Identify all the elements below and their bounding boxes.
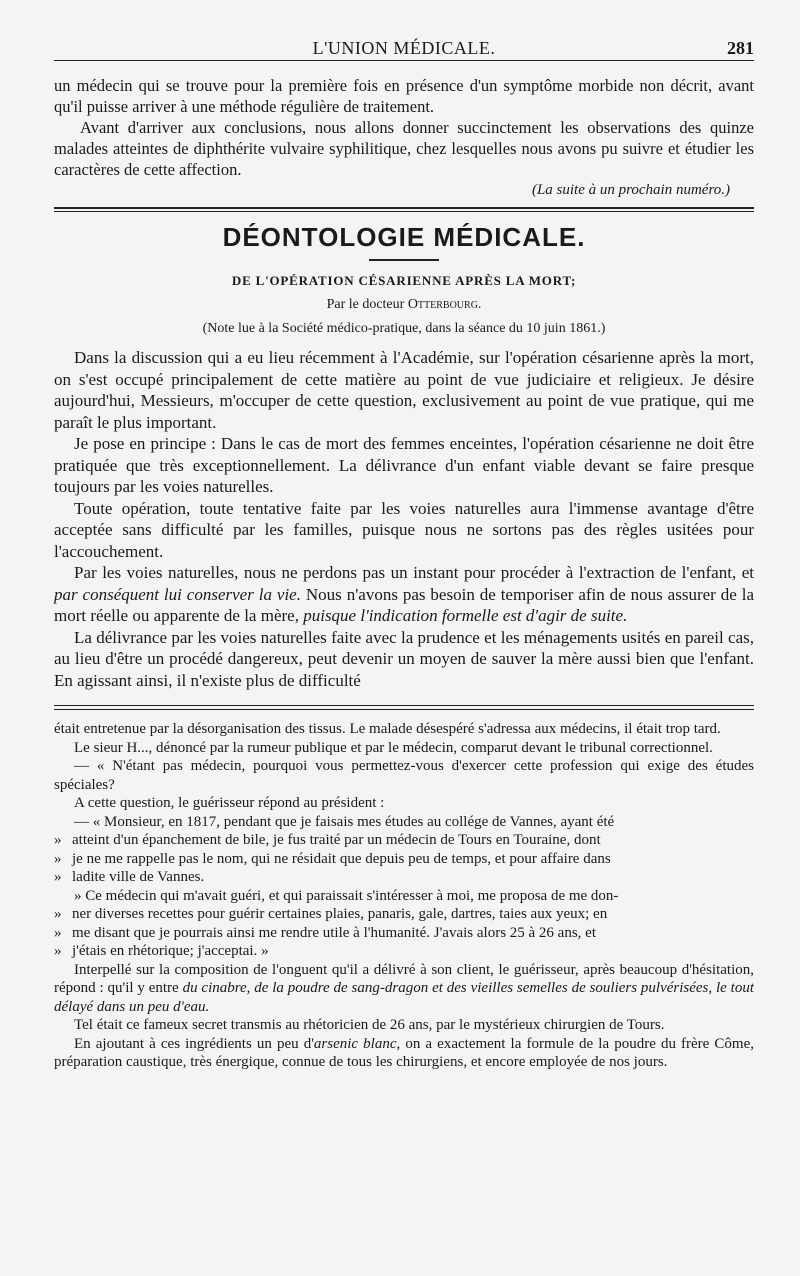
author-name: Otterbourg. [407, 297, 482, 312]
paragraph: Tel était ce fameux secret transmis au rhétoricien de 26 ans, par le mystérieux chirurgien de Tours. [74, 1017, 665, 1033]
text-run: Nous n'avons pas besoin de temporiser afin de nous assurer de la mort réelle ou apparente de la mère, [54, 584, 754, 625]
page-number: 281 [727, 38, 754, 58]
italic-run: par conséquent lui conserver la vie. [54, 584, 301, 604]
quote-line [54, 850, 754, 869]
quote-text: ladite ville de Vannes. [72, 869, 205, 885]
paragraph: était entretenue par la désorganisation des tissus. Le malade désespéré s'adressa aux médecins, il était trop tard. [54, 721, 721, 737]
text-run: Par les voies naturelles, nous ne perdons pas un instant pour procéder à l'extraction de l'enfant, et [74, 563, 754, 582]
quote-line [54, 905, 754, 924]
quote-line [54, 924, 754, 943]
quote-mark: » [54, 924, 62, 941]
paragraph: Toute opération, toute tentative faite par les voies naturelles aura l'immense avantage d'être acceptée sans difficulté par les familles, puisque nous ne sortons pas des règles usitées pour l'accouchement. [54, 498, 754, 561]
quote-text: me disant que je pourrais ainsi me rendre utile à l'humanité. J'avais alors 25 à 26 ans, et [72, 924, 597, 941]
italic-run: puisque l'indication formelle est d'agir de suite. [303, 606, 628, 625]
article-title: DE L'OPÉRATION CÉSARIENNE APRÈS LA MORT; [231, 273, 577, 288]
text-run: on a exactement la formule de la poudre du frère Côme, préparation caustique, très énergique, connue de tous les chirurgiens, et encore employée de nos jours. [54, 1035, 754, 1070]
paragraph: A cette question, le guérisseur répond au président : [74, 795, 385, 811]
previous-article-end [54, 75, 754, 199]
quote-mark: » [54, 832, 62, 848]
quote-mark: » [54, 850, 62, 867]
quote-line [54, 831, 754, 850]
byline [54, 297, 754, 313]
article-body [54, 347, 754, 691]
byline-prefix: Par le docteur [326, 297, 405, 312]
paragraph [54, 961, 754, 1017]
paragraph [54, 1035, 754, 1072]
paragraph: La délivrance par les voies naturelles faite avec la prudence et les ménagements usités en pareil cas, au lieu d'être un procédé dangereux, peut devenir un moyen de sauver la mère aussi bien que l'enfant. En agissant ainsi, il n'existe plus de difficulté [54, 627, 754, 690]
quote-line [54, 942, 754, 961]
running-header [54, 30, 754, 61]
paragraph: Avant d'arriver aux conclusions, nous allons donner succinctement les observations des quinze malades atteintes de diphthérite vulvaire syphilitique, chez lesquelles nous avons pu suivre et étudier les caractères de cette affection. [54, 118, 754, 179]
quote-text: j'étais en rhétorique; j'acceptai. » [72, 943, 269, 959]
paragraph: — « N'étant pas médecin, pourquoi vous permettez-vous d'exercer cette profession qui exige des études spéciales? [54, 758, 754, 793]
quote-line: — « Monsieur, en 1817, pendant que je faisais mes études au collége de Vannes, ayant été [74, 813, 615, 830]
feuilleton [54, 720, 754, 1072]
quote-mark: » [54, 943, 62, 959]
paragraph: Le sieur H..., dénoncé par la rumeur publique et par le médecin, comparut devant le tribunal correctionnel. [74, 739, 713, 756]
paragraph [54, 562, 754, 627]
presentation-note: (Note lue à la Société médico-pratique, dans la séance du 10 juin 1861.) [202, 321, 606, 336]
text-run: En ajoutant à ces ingrédients un peu d' [74, 1035, 314, 1052]
section-title: DÉONTOLOGIE MÉDICALE. [222, 222, 586, 252]
italic-run: arsenic blanc, [313, 1035, 401, 1052]
continuation-note: (La suite à un prochain numéro.) [531, 182, 730, 198]
paragraph: un médecin qui se trouve pour la première fois en présence d'un symptôme morbide non décrit, avant qu'il puisse arriver à une méthode régulière de traitement. [54, 76, 754, 116]
section-divider [54, 207, 754, 212]
quote-text: atteint d'un épanchement de bile, je fus traité par un médecin de Tours en Touraine, dont [72, 832, 601, 848]
quote-line: » Ce médecin qui m'avait guéri, et qui paraissait s'intéresser à moi, me proposa de me don- [74, 887, 619, 904]
quote-text: ner diverses recettes pour guérir certaines plaies, panaris, gale, dartres, taies aux yeux; en [72, 906, 608, 922]
quote-text: je ne me rappelle pas le nom, qui ne résidait que depuis peu de temps, et pour affaire dans [72, 850, 611, 867]
quote-mark: » [54, 906, 62, 922]
quote-line [54, 868, 754, 887]
quote-mark: » [54, 869, 62, 885]
paragraph: Dans la discussion qui a eu lieu récemment à l'Académie, sur l'opération césarienne après la mort, on s'est occupé principalement de cette matière au point de vue judiciaire et religieux. Je désire aujourd'hui, Messieurs, m'occuper de cette question, exclusivement au point de vue pratique, qui me paraît le plus important. [54, 348, 754, 432]
paragraph: Je pose en principe : Dans le cas de mort des femmes enceintes, l'opération césarienne ne doit être pratiquée que très exceptionnellement. La délivrance d'un enfant viable devant se faire presque toujours par les voies naturelles. [54, 434, 754, 496]
italic-run: du cinabre, de la poudre de sang-dragon et des vieilles semelles de souliers pulvérisées, le tout délayé dans un peu d'eau. [54, 980, 754, 1015]
title-rule [369, 259, 439, 261]
feuilleton-divider [54, 705, 754, 710]
journal-title: L'UNION MÉDICALE. [312, 38, 496, 58]
text-run: Interpellé sur la composition de l'onguent qu'il a délivré à son client, le guérisseur, après beaucoup d'hésitation, répond : qu'il y entre [54, 961, 754, 996]
